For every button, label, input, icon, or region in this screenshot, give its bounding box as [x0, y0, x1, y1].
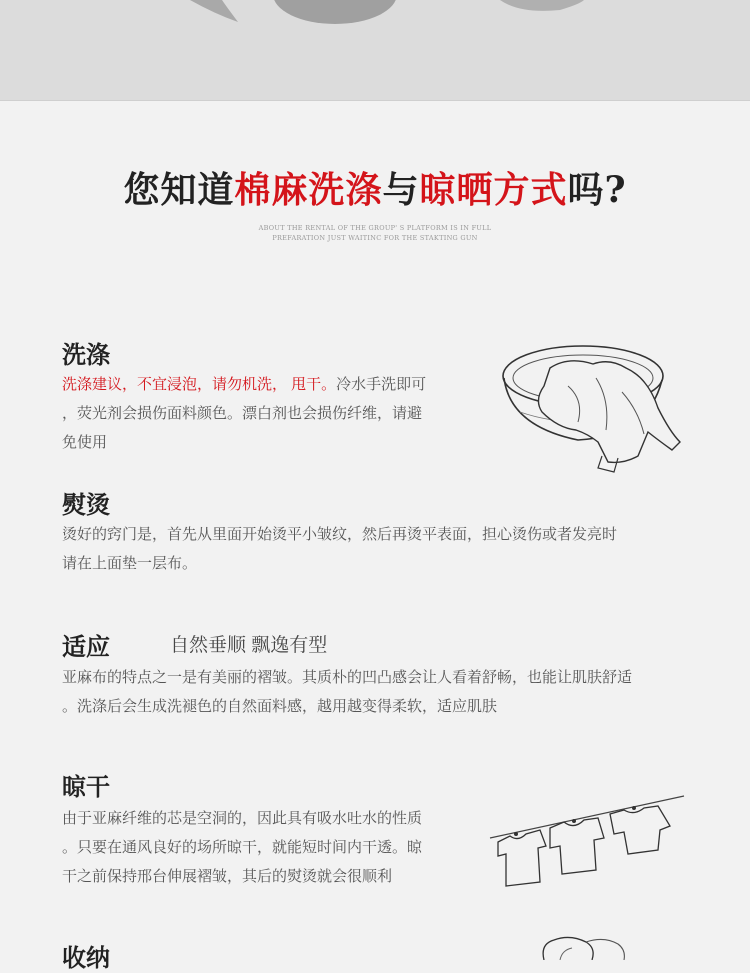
page-title	[0, 162, 750, 213]
section-body-wash	[62, 370, 482, 457]
title-part-2: 与	[382, 169, 420, 211]
wash-line-1-rest: 冷水手洗即可	[336, 376, 427, 393]
section-title-storage: 收纳	[62, 943, 110, 972]
adapt-line-1: 亚麻布的特点之一是有美丽的褶皱。其质朴的凹凸感会让人看着舒畅，也能让肌肤舒适	[62, 669, 633, 686]
dry-line-2: 。只要在通风良好的场所晾干，就能短时间内干透。晾	[62, 839, 423, 856]
iron-line-2: 请在上面垫一层布。	[62, 555, 198, 572]
folded-clothes-icon	[520, 930, 690, 960]
wash-warning: 洗涤建议，不宜浸泡，请勿机洗， 甩干。	[62, 376, 337, 393]
wash-line-2: ，荧光剂会损伤面料颜色。漂白剂也会损伤纤维，请避	[62, 405, 423, 422]
banner-decor-icon	[0, 0, 750, 100]
section-tag-adapt: 自然垂顺 飘逸有型	[170, 635, 328, 656]
section-title-dry: 晾干	[62, 772, 110, 801]
wash-line-1	[62, 370, 482, 399]
dry-line-1: 由于亚麻纤维的芯是空洞的，因此具有吸水吐水的性质	[62, 810, 423, 827]
page-subtitle	[0, 223, 750, 243]
title-part-3: 吗?	[567, 169, 627, 211]
section-body-dry	[62, 804, 482, 891]
section-title-wash: 洗涤	[62, 340, 110, 369]
clothesline-icon	[488, 790, 688, 890]
title-highlight-2: 晾晒方式	[419, 169, 568, 211]
section-body-adapt	[62, 663, 712, 721]
iron-line-1: 烫好的窍门是，首先从里面开始烫平小皱纹，然后再烫平表面，担心烫伤或者发亮时	[62, 526, 618, 543]
title-highlight-1: 棉麻洗涤	[234, 169, 383, 211]
section-body-iron	[62, 520, 702, 578]
wash-line-3: 免使用	[62, 434, 108, 451]
subtitle-line-1: ABOUT THE RENTAL OF THE GROUP' S PLATFORM IS IN FULL	[258, 224, 492, 232]
title-part-1: 您知道	[123, 169, 235, 211]
wash-basin-icon	[498, 338, 698, 478]
top-banner-image	[0, 0, 750, 101]
dry-line-3: 干之前保持邢台伸展褶皱，其后的熨烫就会很顺利	[62, 868, 393, 885]
subtitle-line-2: PREFARATION JUST WAITINC FOR THE STAKTING GUN	[272, 234, 478, 242]
section-title-adapt: 适应	[62, 632, 110, 661]
section-title-iron: 熨烫	[62, 490, 110, 519]
adapt-line-2: 。洗涤后会生成洗褪色的自然面料感，越用越变得柔软，适应肌肤	[62, 698, 498, 715]
